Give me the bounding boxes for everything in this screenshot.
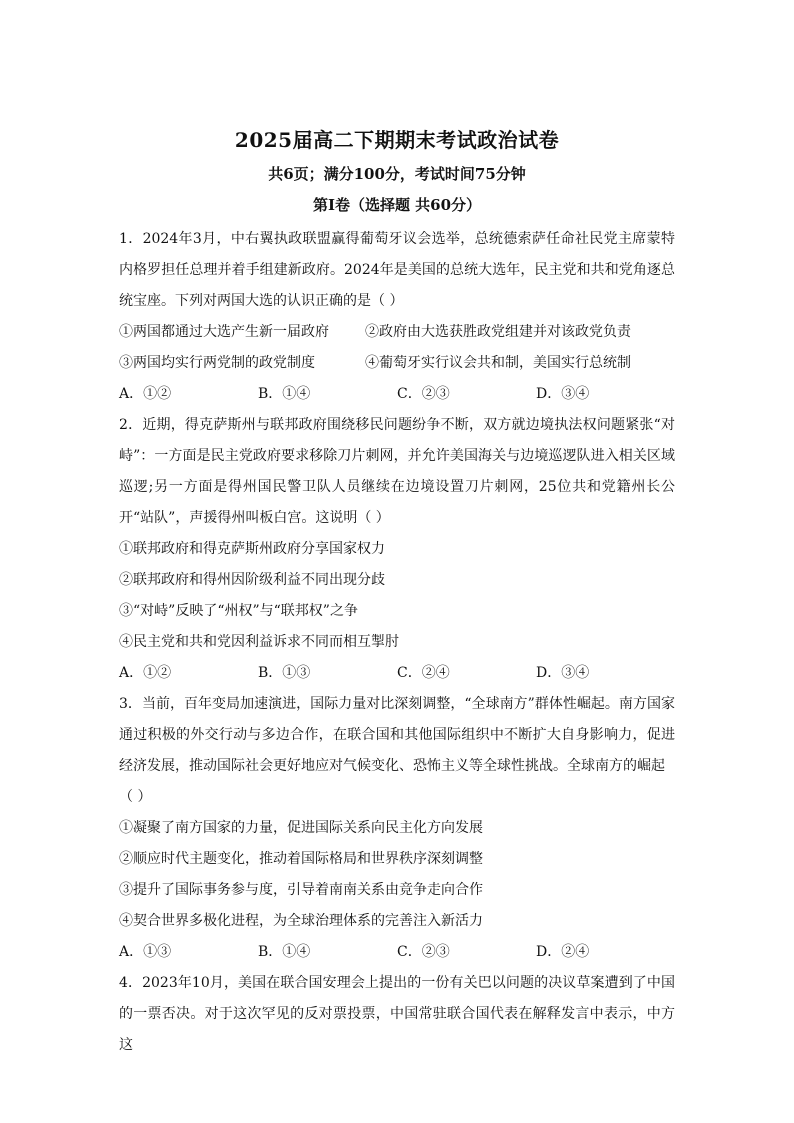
question-3 <box>119 689 675 968</box>
option-c: C．②④ <box>397 665 450 681</box>
section-heading: 第I卷（选择题 共60分） <box>312 196 482 214</box>
option-d: D．③④ <box>536 386 590 402</box>
question-stem: 4．2023年10月，美国在联合国安理会上提出的一份有关巴以问题的决议草案遭到了中国的一票否决。对于这次罕见的反对票投票，中国常驻联合国代表在解释发言中表示，中方这 <box>119 975 675 1053</box>
exam-title: 2025届高二下期期末考试政治试卷 <box>234 128 560 152</box>
statement: ④葡萄牙实行议会共和制，美国实行总统制 <box>365 355 631 371</box>
statement: ①凝聚了南方国家的力量，促进国际关系向民主化方向发展 <box>119 820 483 836</box>
statement: ②联邦政府和得州因阶级利益不同出现分歧 <box>119 572 385 588</box>
statement: ②政府由大选获胜政党组建并对该政党负责 <box>365 324 631 340</box>
question-stem: 2．近期，得克萨斯州与联邦政府围绕移民问题纷争不断，双方就边境执法权问题紧张“对峙”：一方面是民主党政府要求移除刀片刺网，并允许美国海关与边境巡逻队进入相关区域巡逻;另一方面是得州国民警卫队人员继续在边境设置刀片刺网，25位共和党籍州长公开“站队”，声援得州叫板白宫。这说明（ ） <box>119 417 675 526</box>
statement: ①两国都通过大选产生新一届政府 <box>119 324 329 340</box>
option-b: B．①③ <box>258 665 311 681</box>
exam-subtitle: 共6页；满分100分，考试时间75分钟 <box>268 165 526 183</box>
statement: ④民主党和共和党因利益诉求不同而相互掣肘 <box>119 634 399 650</box>
questions-body <box>119 224 675 1061</box>
option-c: C．②③ <box>397 944 450 960</box>
statement-row <box>119 317 675 348</box>
answer-options <box>119 658 675 689</box>
option-b: B．①④ <box>258 386 311 402</box>
question-stem: 3．当前，百年变局加速演进，国际力量对比深刻调整，“全球南方”群体性崛起。南方国家通过积极的外交行动与多边合作，在联合国和其他国际组织中不断扩大自身影响力，促进经济发展，推动国际社会更好地应对气候变化、恐怖主义等全球性挑战。全球南方的崛起 <box>119 696 675 774</box>
statement: ②顺应时代主题变化，推动着国际格局和世界秩序深刻调整 <box>119 851 483 867</box>
option-c: C．②③ <box>397 386 450 402</box>
statement-row <box>119 348 675 379</box>
statement: ③两国均实行两党制的政党制度 <box>119 355 315 371</box>
statement: ③提升了国际事务参与度，引导着南南关系由竞争走向合作 <box>119 882 483 898</box>
question-stem: 1．2024年3月，中右翼执政联盟赢得葡萄牙议会选举，总统德索萨任命社民党主席蒙特内格罗担任总理并着手组建新政府。2024年是美国的总统大选年，民主党和共和党角逐总统宝座。下列对两国大选的认识正确的是（ ） <box>119 231 675 309</box>
statement: ④契合世界多极化进程，为全球治理体系的完善注入新活力 <box>119 913 483 929</box>
option-a: A．①③ <box>119 944 172 960</box>
option-d: D．②④ <box>536 944 590 960</box>
option-a: A．①② <box>119 386 172 402</box>
question-stem-tail: （ ） <box>119 789 152 805</box>
option-a: A．①② <box>119 665 172 681</box>
question-1 <box>119 224 675 410</box>
statement: ①联邦政府和得克萨斯州政府分享国家权力 <box>119 541 385 557</box>
answer-options <box>119 937 675 968</box>
question-4 <box>119 968 675 1061</box>
statement: ③“对峙”反映了“州权”与“联邦权”之争 <box>119 603 358 619</box>
answer-options <box>119 379 675 410</box>
question-2 <box>119 410 675 689</box>
option-d: D．③④ <box>536 665 590 681</box>
option-b: B．①④ <box>258 944 311 960</box>
